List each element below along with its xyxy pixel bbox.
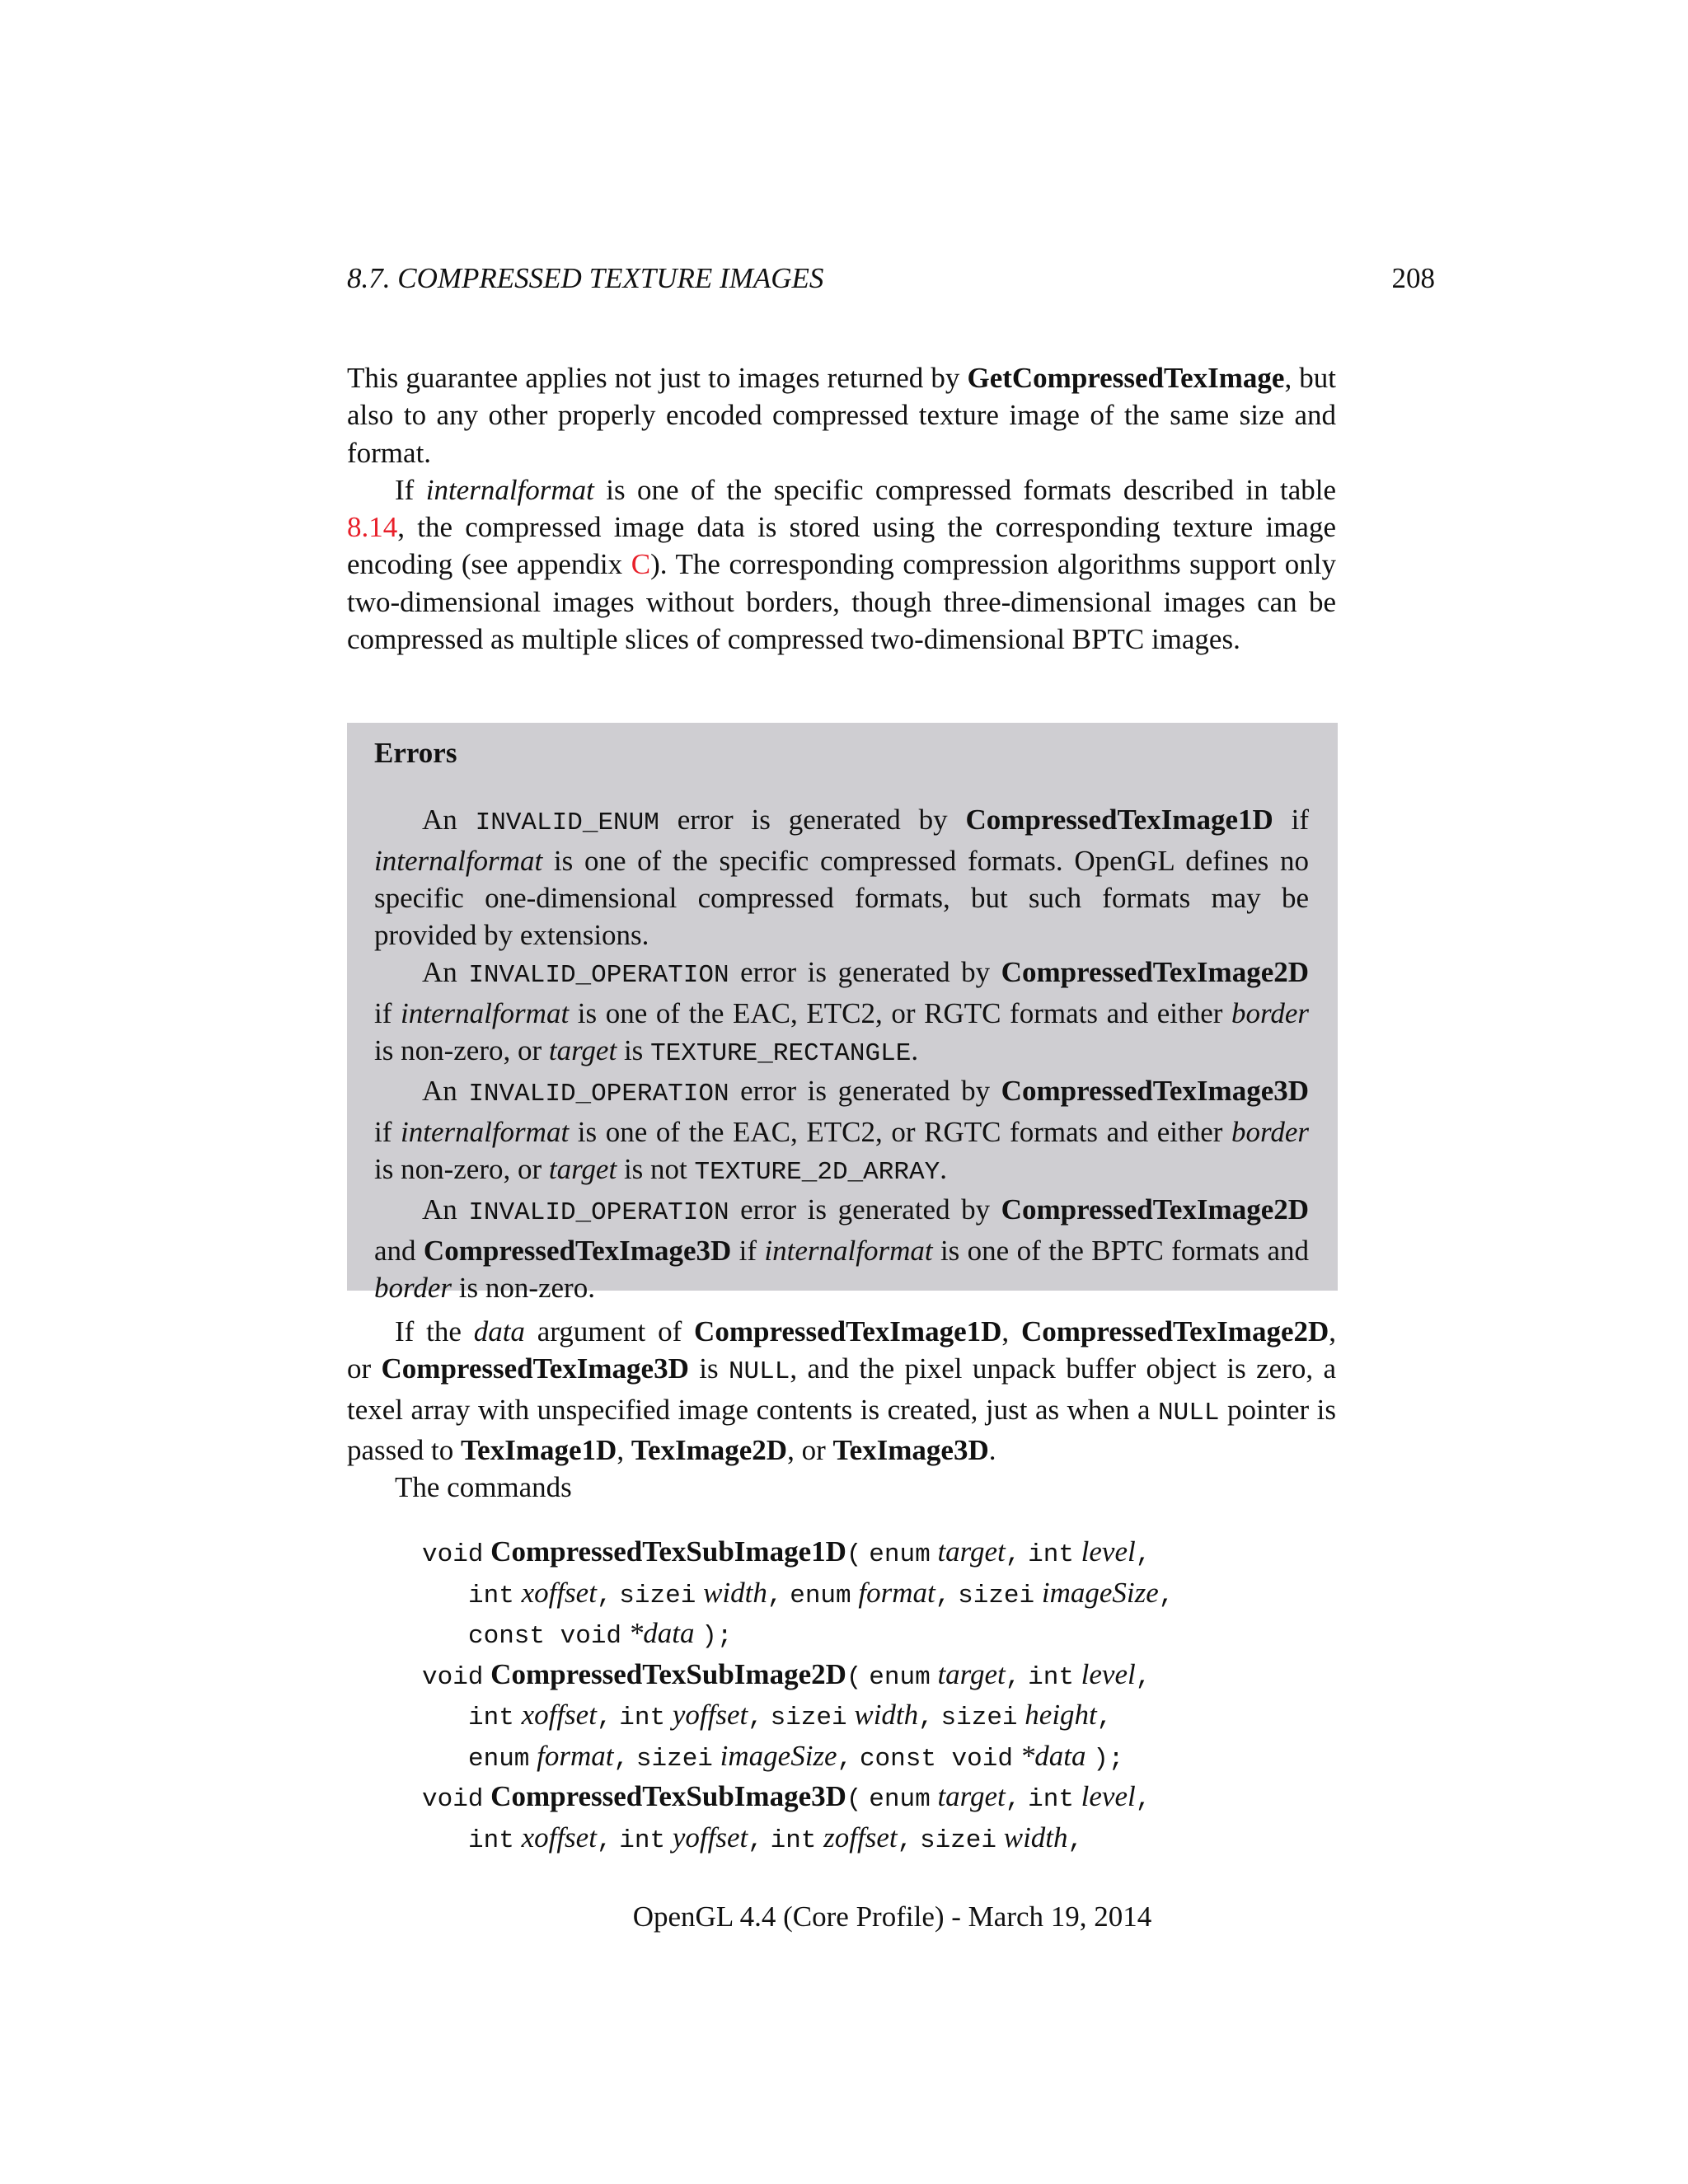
running-header bbox=[347, 260, 1435, 297]
function-name: TexImage2D bbox=[631, 1433, 788, 1466]
errors-box bbox=[347, 723, 1338, 1304]
function-prototypes bbox=[422, 1533, 1370, 1859]
paragraph-guarantee: This guarantee applies not just to images returned by GetCompressedTexImage, but also to any other properly encoded compressed texture image of the same size and format. bbox=[347, 362, 1337, 469]
prototype-line: int xoffset, sizei width, enum format, sizei imageSize, bbox=[468, 1576, 1175, 1610]
function-name: GetCompressedTexImage bbox=[967, 362, 1285, 394]
errors-heading: Errors bbox=[374, 737, 457, 769]
function-name: CompressedTexSubImage2D bbox=[490, 1657, 846, 1690]
appendix-reference-link[interactable]: C bbox=[631, 548, 651, 581]
prototype-line: void CompressedTexSubImage1D( enum target, int level, bbox=[422, 1535, 1151, 1569]
error-code: INVALID_OPERATION bbox=[468, 1198, 729, 1228]
param-name: data bbox=[473, 1315, 525, 1347]
function-name: CompressedTexImage3D bbox=[423, 1234, 732, 1267]
param-name: target bbox=[548, 1034, 617, 1067]
null-constant: NULL bbox=[728, 1357, 790, 1387]
function-name: CompressedTexImage1D bbox=[965, 804, 1273, 837]
prototype-line: int xoffset, int yoffset, sizei width, sizei height, bbox=[468, 1699, 1113, 1732]
param-name: border bbox=[374, 1271, 452, 1304]
enum-value: TEXTURE_RECTANGLE bbox=[650, 1039, 912, 1069]
paragraph-null-data: If the data argument of CompressedTexImage1D, CompressedTexImage2D, or CompressedTexImage3D is NULL, and the pixel unpack buffer object is zero, a texel array with unspecified image contents is created, just as when a NULL pointer is passed to TexImage1D, TexImage2D, or TexImage3D. bbox=[347, 1315, 1337, 1466]
null-constant: NULL bbox=[1158, 1398, 1220, 1427]
prototype-line: const void *data ); bbox=[468, 1617, 733, 1651]
param-name: border bbox=[1231, 996, 1309, 1029]
param-name: internalformat bbox=[401, 1115, 570, 1148]
error-code: INVALID_OPERATION bbox=[468, 1080, 729, 1109]
page-number: 208 bbox=[1391, 262, 1435, 294]
error-item: An INVALID_ENUM error is generated by CompressedTexImage1D if internalformat is one of the specific compressed formats. OpenGL defines no specific one-dimensional compressed formats, but such formats may be provided by extensions. bbox=[374, 804, 1309, 952]
param-name: internalformat bbox=[425, 473, 594, 506]
param-name: internalformat bbox=[764, 1234, 933, 1267]
paragraph-commands: The commands bbox=[395, 1471, 572, 1504]
error-code: INVALID_OPERATION bbox=[468, 961, 729, 991]
error-item: An INVALID_OPERATION error is generated by CompressedTexImage2D if internalformat is one of the EAC, ETC2, or RGTC formats and either border is non-zero, or target is TEXTURE_RECTANGLE. bbox=[374, 956, 1309, 1069]
prototype-line: int xoffset, int yoffset, int zoffset, sizei width, bbox=[468, 1821, 1084, 1855]
error-item: An INVALID_OPERATION error is generated by CompressedTexImage2D and CompressedTexImage3D if internalformat is one of the BPTC formats and border is non-zero. bbox=[374, 1193, 1309, 1304]
param-name: internalformat bbox=[401, 996, 570, 1029]
prototype-line: void CompressedTexSubImage2D( enum target, int level, bbox=[422, 1657, 1151, 1692]
prototype-line: enum format, sizei imageSize, const void *data ); bbox=[468, 1739, 1124, 1774]
enum-value: TEXTURE_2D_ARRAY bbox=[694, 1157, 940, 1187]
error-item: An INVALID_OPERATION error is generated by CompressedTexImage3D if internalformat is one of the EAC, ETC2, or RGTC formats and either border is non-zero, or target is not TEXTURE_2D_ARRAY. bbox=[374, 1075, 1309, 1187]
null-data-paragraph bbox=[347, 1313, 1336, 1506]
function-name: CompressedTexSubImage1D bbox=[490, 1535, 846, 1568]
function-name: TexImage3D bbox=[832, 1433, 989, 1466]
table-reference-link[interactable]: 8.14 bbox=[347, 511, 398, 544]
paragraph-internalformat: If internalformat is one of the specific compressed formats described in table 8.14, the compressed image data is stored using the corresponding texture image encoding (see appendix C). The corresponding compression algorithms support only two-dimensional images without borders, though three-dimensional images can be compressed as multiple slices of compressed two-dimensional BPTC images. bbox=[347, 473, 1337, 656]
function-name: CompressedTexImage2D bbox=[1001, 1193, 1309, 1226]
prototype-line: void CompressedTexSubImage3D( enum target, int level, bbox=[422, 1780, 1151, 1814]
function-name: CompressedTexSubImage3D bbox=[490, 1780, 846, 1812]
function-name: CompressedTexImage2D bbox=[1001, 956, 1309, 989]
section-title: 8.7. COMPRESSED TEXTURE IMAGES bbox=[347, 262, 824, 294]
param-name: internalformat bbox=[374, 844, 543, 877]
function-name: CompressedTexImage2D bbox=[1020, 1315, 1329, 1347]
param-name: target bbox=[548, 1152, 617, 1185]
page-footer: OpenGL 4.4 (Core Profile) - March 19, 2014 bbox=[632, 1900, 1152, 1933]
function-name: TexImage1D bbox=[461, 1433, 617, 1466]
function-name: CompressedTexImage3D bbox=[1001, 1075, 1309, 1108]
function-name: CompressedTexImage3D bbox=[381, 1352, 689, 1385]
function-name: CompressedTexImage1D bbox=[694, 1315, 1002, 1347]
intro-paragraphs bbox=[347, 359, 1336, 658]
param-name: border bbox=[1231, 1115, 1309, 1148]
error-code: INVALID_ENUM bbox=[475, 808, 659, 838]
